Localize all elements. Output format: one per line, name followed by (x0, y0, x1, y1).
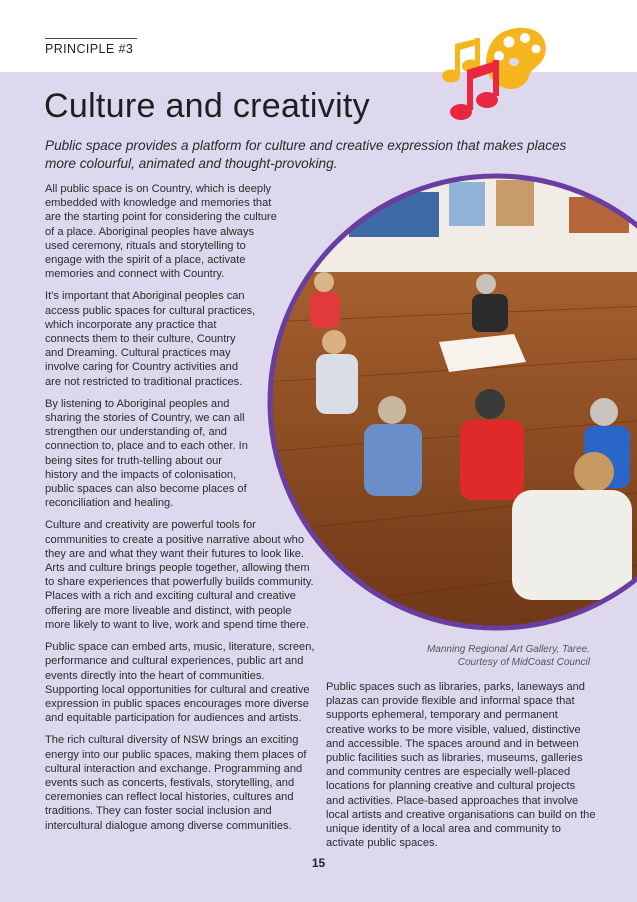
creative-icons (425, 22, 555, 130)
left-column (45, 182, 315, 841)
principle-label: PRINCIPLE #3 (45, 42, 134, 56)
caption-line-2: Courtesy of MidCoast Council (457, 657, 590, 668)
paragraph-country: All public space is on Country, which is deeply embedded with knowledge and memories that are the starting point for considering the culture of a place. Aboriginal peoples have always used ceremony, rituals and storytelling to engage with the spirit of a place, activate memories and connect with Country. (45, 183, 277, 281)
page-number: 15 (311, 856, 326, 870)
lead-paragraph: Public space provides a platform for culture and creative expression that makes places more colourful, animated and thought-provoking. (45, 138, 567, 171)
header-rule (45, 38, 137, 39)
paragraph-diversity: The rich cultural diversity of NSW brings an exciting energy into our public spaces, making them places of cultural interaction and exchange. Programming and events such as concerts, festivals, storytelling, and ceremonies can reflect local histories, cultures and traditions. They can foster social inclusion and intercultural dialogue among diverse communities. (45, 734, 307, 832)
paragraph-cultural-practices: It’s important that Aboriginal peoples can access public spaces for cultural practices, which incorporate any practice that connects them to their culture, Country and Dreaming. Cultural practices may involve caring for Country activities and are not restricted to traditional practices. (45, 290, 256, 388)
paragraph-culture-tools: Culture and creativity are powerful tools for communities to create a positive narrative about who they are and what they want their futures to look like. Arts and culture brings people together, allowing them to share experiences that powerfully builds community. Places with a rich and exciting cultural and creative offering are more liveable and distinct, with people more likely to want to live, work and spend time there. (45, 519, 314, 631)
paragraph-embed-arts: Public space can embed arts, music, literature, screen, performance and cultural experiences, public art and events directly into the heart of communities. Supporting local opportunities for cultural and creative expression in public spaces encourages more diverse and equitable participation for audiences and artists. (45, 641, 315, 725)
gallery-photo (264, 172, 637, 632)
caption-line-1: Manning Regional Art Gallery, Taree. (426, 644, 590, 655)
page-title: Culture and creativity (44, 87, 370, 125)
right-column (326, 680, 596, 850)
paragraph-listening: By listening to Aboriginal peoples and sharing the stories of Country, we can all strengthen our understanding of, and connection to, place and to each other. In being sites for truth-telling about our history and the impacts of colonisation, public spaces can also become places of reconciliation and healing. (45, 397, 248, 510)
paragraph-public-spaces: Public spaces such as libraries, parks, laneways and plazas can provide flexible and informal space that supports ephemeral, temporary and permanent creative works to be more visible, valued, distinctive and accessible. The spaces around and in between public facilities such as libraries, museums, galleries and community centres are especially well-placed locations for planning creative and cultural projects and activities. Place-based approaches that involve local artists and creative organisations can build on the unique identity of a local area and community to activate public spaces. (326, 681, 596, 850)
photo-caption (360, 643, 590, 669)
